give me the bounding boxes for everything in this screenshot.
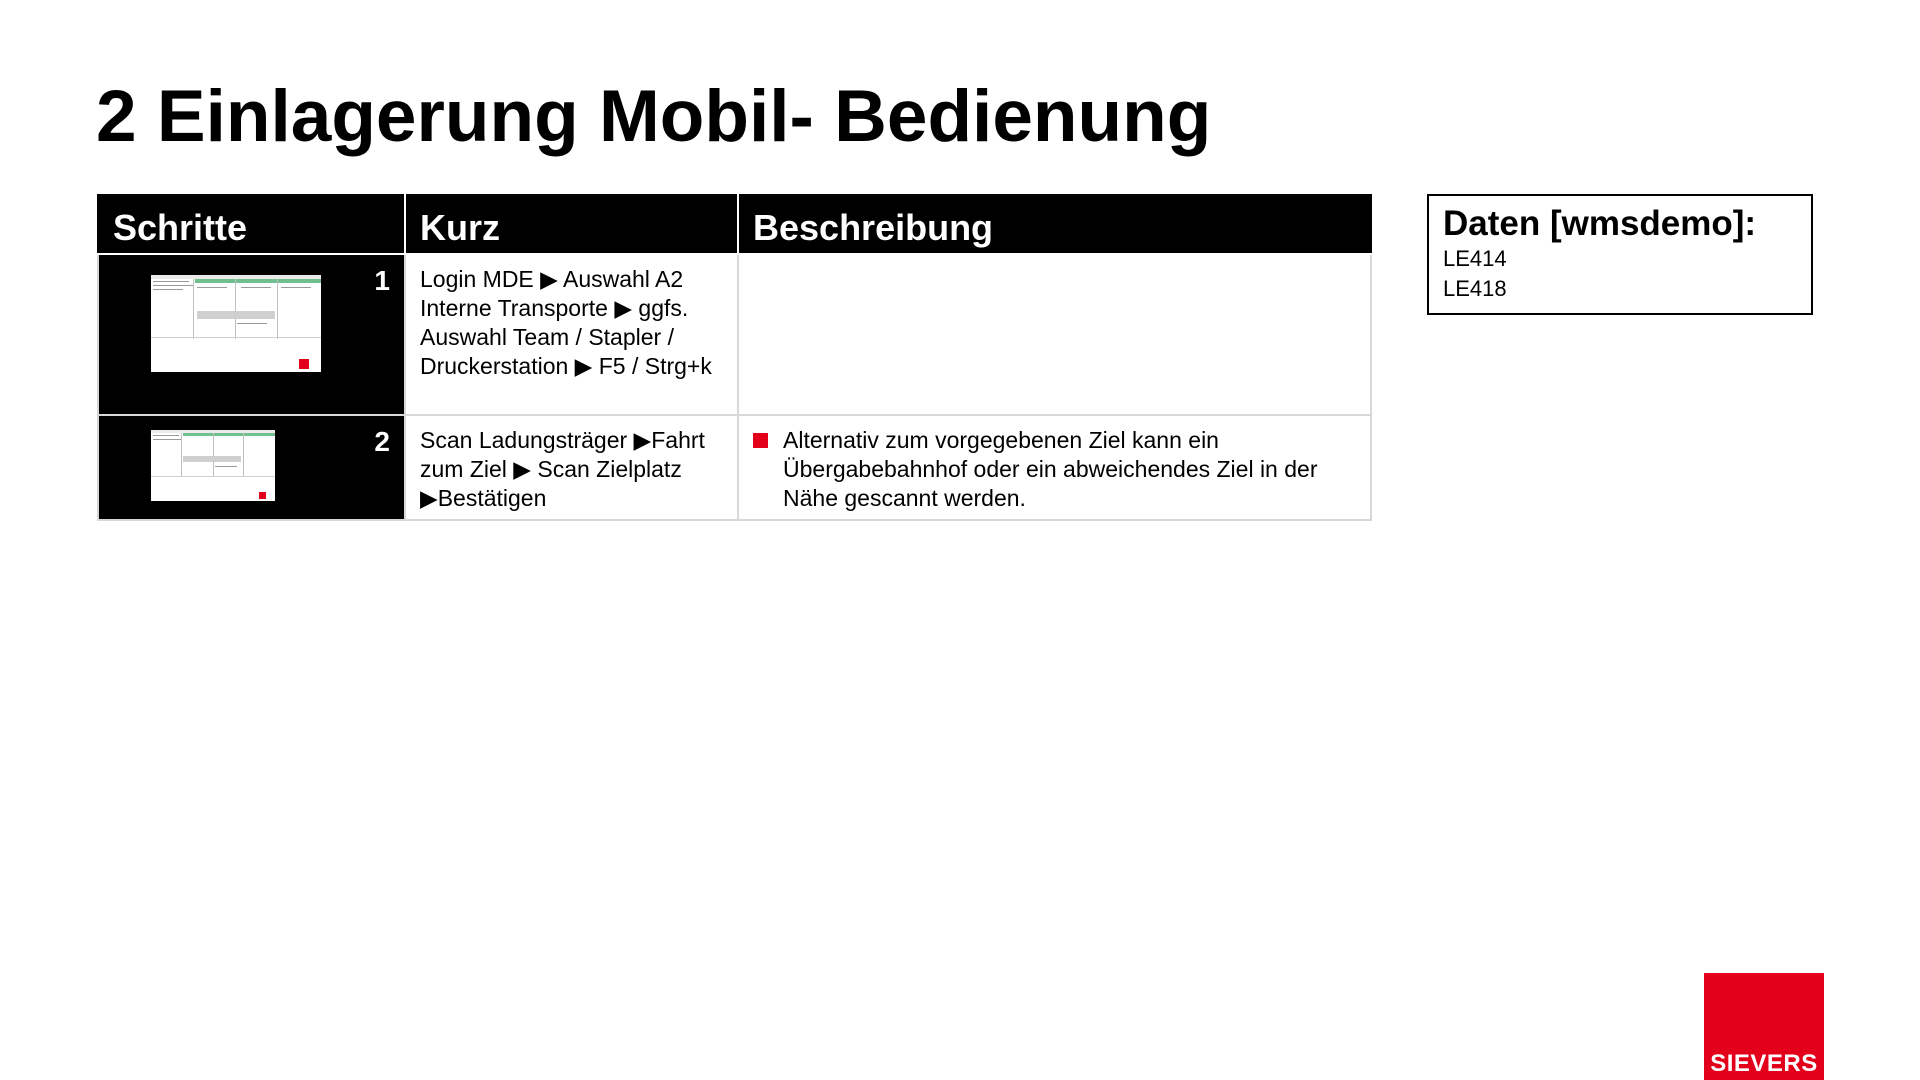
step-number: 1 xyxy=(374,265,390,296)
kurz-cell: Scan Ladungsträger ▶Fahrt zum Ziel ▶ Scan Zielplatz ▶Bestätigen xyxy=(405,415,738,520)
data-box-title: Daten [wmsdemo]: xyxy=(1443,204,1757,243)
bullet-item xyxy=(753,426,1356,513)
steps-table xyxy=(97,194,1372,521)
beschreibung-cell xyxy=(738,254,1371,415)
page-title: 2 Einlagerung Mobil- Bedienung xyxy=(96,76,1212,157)
data-box-item: LE418 xyxy=(1443,276,1507,301)
header-beschreibung: Beschreibung xyxy=(738,195,1371,254)
data-box xyxy=(1427,194,1813,315)
screenshot-thumbnail xyxy=(151,275,321,372)
bullet-square-icon xyxy=(753,433,768,448)
screenshot-thumbnail xyxy=(151,430,275,501)
step-cell xyxy=(98,254,405,415)
header-kurz: Kurz xyxy=(405,195,738,254)
step-cell xyxy=(98,415,405,520)
step-number: 2 xyxy=(374,426,390,457)
kurz-cell: Login MDE ▶ Auswahl A2 Interne Transporte ▶ ggfs. Auswahl Team / Stapler / Druckerstation ▶ F5 / Strg+k xyxy=(405,254,738,415)
logo-text: SIEVERS xyxy=(1710,1050,1818,1077)
bullet-text: Alternativ zum vorgegebenen Ziel kann ein Übergabebahnhof oder ein abweichendes Ziel in der Nähe gescannt werden. xyxy=(783,427,1318,511)
beschreibung-cell xyxy=(738,415,1371,520)
table-header-row xyxy=(98,195,1371,254)
table-row xyxy=(98,415,1371,520)
sievers-logo xyxy=(1704,973,1824,1080)
table-row xyxy=(98,254,1371,415)
header-schritte: Schritte xyxy=(98,195,405,254)
data-box-item: LE414 xyxy=(1443,246,1507,271)
